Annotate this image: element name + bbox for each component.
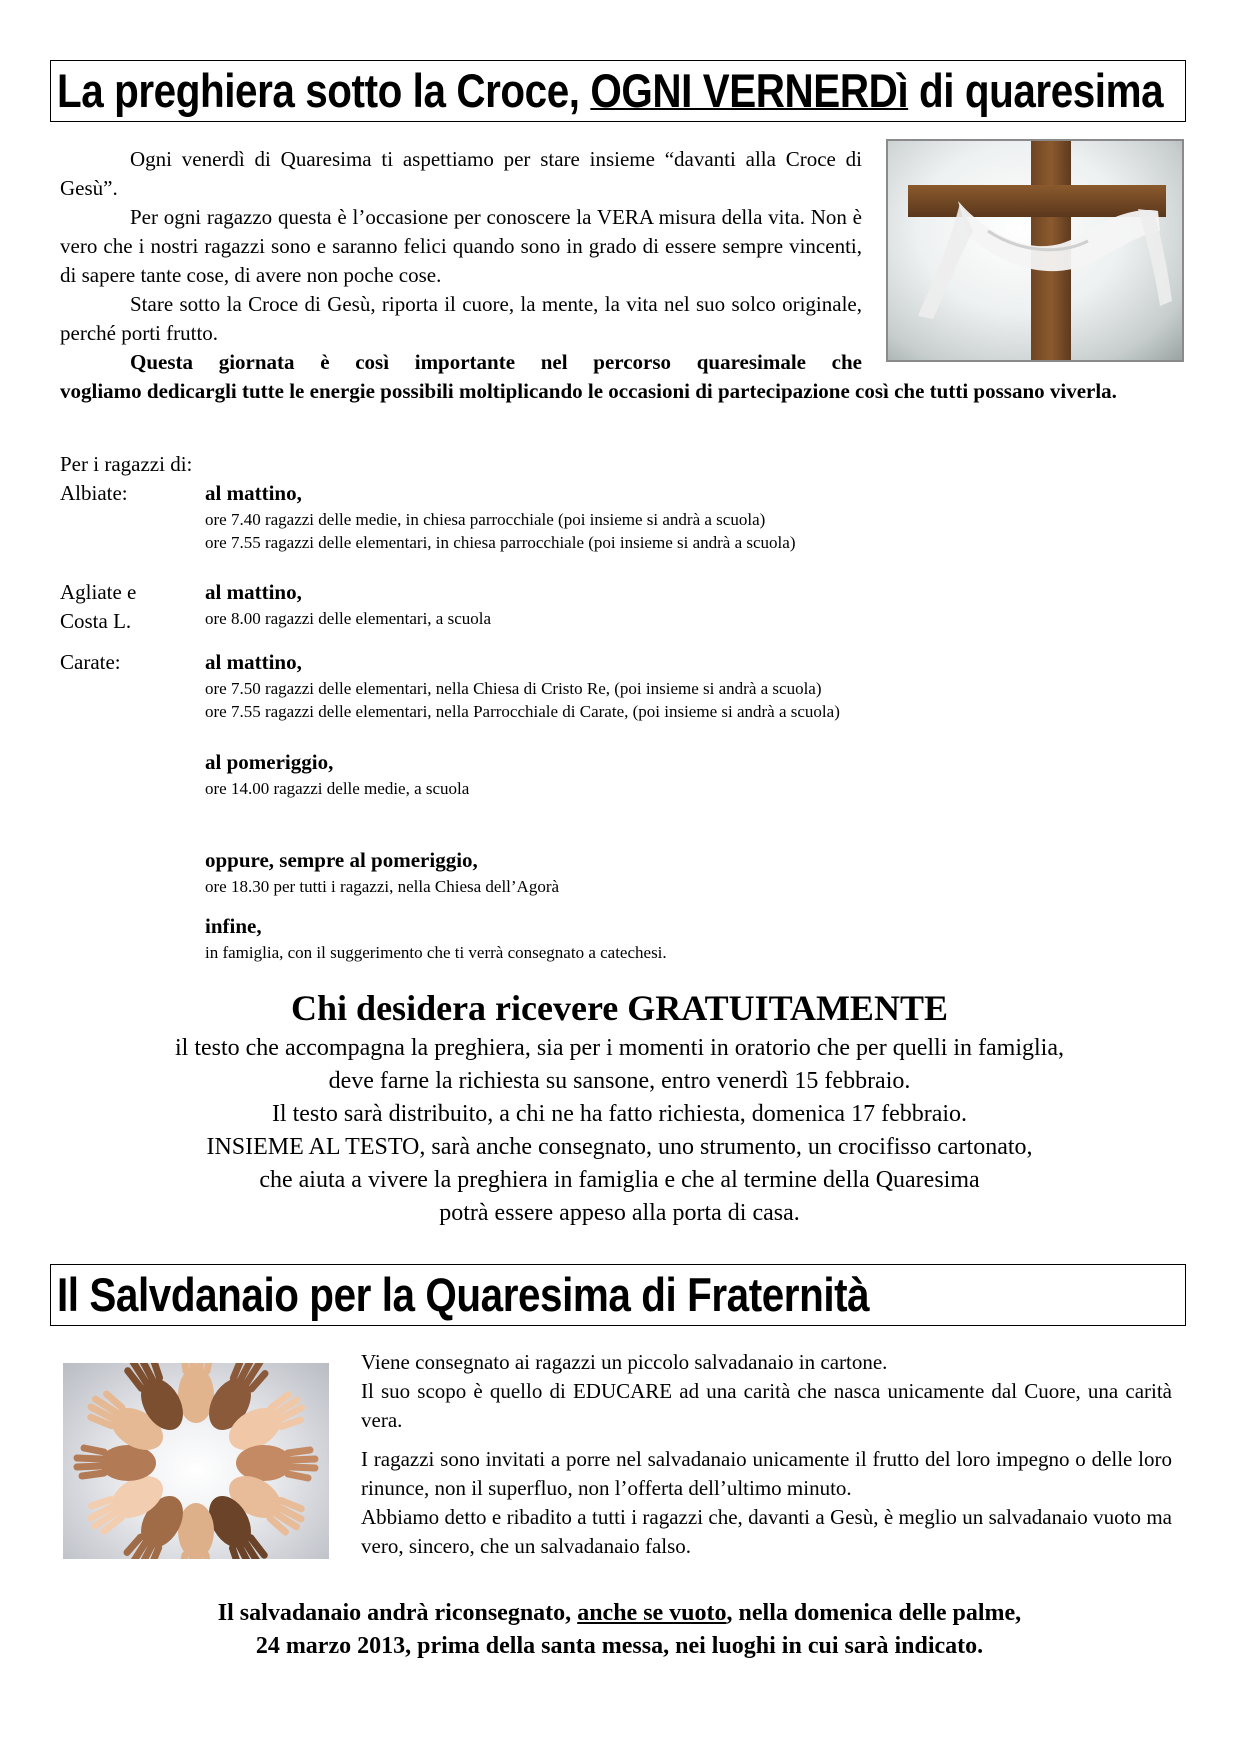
title-part1: La preghiera sotto la Croce,	[57, 64, 591, 117]
carate-head: al mattino,	[205, 650, 302, 674]
section1-title	[57, 61, 1163, 121]
para1: Ogni venerdì di Quaresima ti aspettiamo per stare insieme “davanti alla Croce di Gesù”.	[60, 147, 862, 200]
s2-para2: Il suo scopo è quello di EDUCARE ad una carità che nasca unicamente dal Cuore, una carità vera.	[361, 1379, 1172, 1432]
hands-circle-illustration-icon	[63, 1363, 329, 1559]
carate-alt	[205, 846, 559, 898]
carate-afternoon-line: ore 14.00 ragazzi delle medie, a scuola	[205, 779, 470, 798]
bottom-line-2: 24 marzo 2013, prima della santa messa, nei luoghi in cui sarà indicato.	[255, 1633, 984, 1659]
agliate-line-1: ore 8.00 ragazzi delle elementari, a scuola	[205, 609, 492, 628]
schedule-intro: Per i ragazzi di:	[60, 452, 193, 476]
carate-final-line: in famiglia, con il suggerimento che ti verrà consegnato a catechesi.	[205, 943, 667, 962]
agliate-label-1: Agliate e	[60, 580, 137, 604]
albiate-block	[205, 479, 795, 554]
agliate-block	[205, 578, 491, 630]
albiate-line-2: ore 7.55 ragazzi delle elementari, in chiesa parrocchiale (poi insieme si andrà a scuola)	[205, 533, 796, 552]
free-line-5: che aiuta a vivere la preghiera in famiglia e che al termine della Quaresima	[259, 1167, 980, 1193]
albiate-line-1: ore 7.40 ragazzi delle medie, in chiesa parrocchiale (poi insieme si andrà a scuola)	[205, 510, 766, 529]
free-heading: Chi desidera ricevere GRATUITAMENTE	[291, 988, 948, 1028]
carate-block	[205, 648, 840, 723]
section1-title-box	[50, 60, 1186, 122]
carate-afternoon-head: al pomeriggio,	[205, 750, 334, 774]
title-part2: di quaresima	[908, 64, 1164, 117]
carate-alt-line: ore 18.30 per tutti i ragazzi, nella Chiesa dell’Agorà	[205, 877, 560, 896]
cross-illustration-icon	[888, 141, 1182, 360]
para4-first: Questa giornata è così importante nel percorso quaresimale che	[130, 350, 862, 374]
hands-image	[63, 1363, 329, 1559]
carate-final-head: infine,	[205, 914, 262, 938]
free-line-3: Il testo sarà distribuito, a chi ne ha fatto richiesta, domenica 17 febbraio.	[271, 1101, 968, 1127]
albiate-head: al mattino,	[205, 481, 302, 505]
s2-para1: Viene consegnato ai ragazzi un piccolo salvadanaio in cartone.	[361, 1350, 888, 1374]
bottom-line-1	[0, 1597, 1239, 1630]
carate-line-2: ore 7.55 ragazzi delle elementari, nella Parrocchiale di Carate, (poi insieme si andrà a scuola)	[205, 702, 840, 721]
s2-para3: I ragazzi sono invitati a porre nel salvadanaio unicamente il frutto del loro impegno o delle loro rinunce, non il superfluo, non l’offerta dell’ultimo minuto.	[361, 1447, 1172, 1500]
section2-title: Il Salvdanaio per la Quaresima di Fraternità	[57, 1268, 870, 1321]
s2-para4: Abbiamo detto e ribadito a tutti i ragazzi che, davanti a Gesù, è meglio un salvadanaio vuoto ma vero, sincero, che un salvadanaio falso.	[361, 1505, 1172, 1558]
carate-final	[205, 912, 667, 964]
free-line-1: il testo che accompagna la preghiera, sia per i momenti in oratorio che per quelli in famiglia,	[174, 1035, 1064, 1061]
carate-alt-head: oppure, sempre al pomeriggio,	[205, 848, 478, 872]
para4-rest: vogliamo dedicargli tutte le energie possibili moltiplicando le occasioni di partecipazione così che tutti possano viverla.	[60, 379, 1117, 403]
bottom-line-1-a: Il salvadanaio andrà riconsegnato,	[217, 1600, 578, 1626]
section2-title-box	[50, 1264, 1186, 1326]
free-line-6: potrà essere appeso alla porta di casa.	[439, 1200, 800, 1226]
agliate-label-2: Costa L.	[60, 609, 132, 633]
bottom-line-1-b: , nella domenica delle palme,	[726, 1600, 1022, 1626]
cross-image	[886, 139, 1184, 362]
carate-label: Carate:	[60, 650, 121, 674]
carate-line-1: ore 7.50 ragazzi delle elementari, nella Chiesa di Cristo Re, (poi insieme si andrà a scuola)	[205, 679, 822, 698]
title-underlined: OGNI VERNERDì	[590, 64, 909, 117]
agliate-head: al mattino,	[205, 580, 302, 604]
albiate-label: Albiate:	[60, 481, 128, 505]
carate-afternoon	[205, 748, 469, 800]
para2: Per ogni ragazzo questa è l’occasione per conoscere la VERA misura della vita. Non è vero che i nostri ragazzi sono e saranno felici quando sono in grado di essere sempre vincenti, di sapere tante cose, di avere non poche cose.	[60, 205, 862, 287]
para3: Stare sotto la Croce di Gesù, riporta il cuore, la mente, la vita nel suo solco originale, perché porti frutto.	[60, 292, 862, 345]
free-line-2: deve farne la richiesta su sansone, entro venerdì 15 febbraio.	[328, 1068, 911, 1094]
bottom-line-1-underlined: anche se vuoto	[577, 1600, 727, 1626]
free-line-4: INSIEME AL TESTO, sarà anche consegnato, uno strumento, un crocifisso cartonato,	[206, 1134, 1033, 1160]
